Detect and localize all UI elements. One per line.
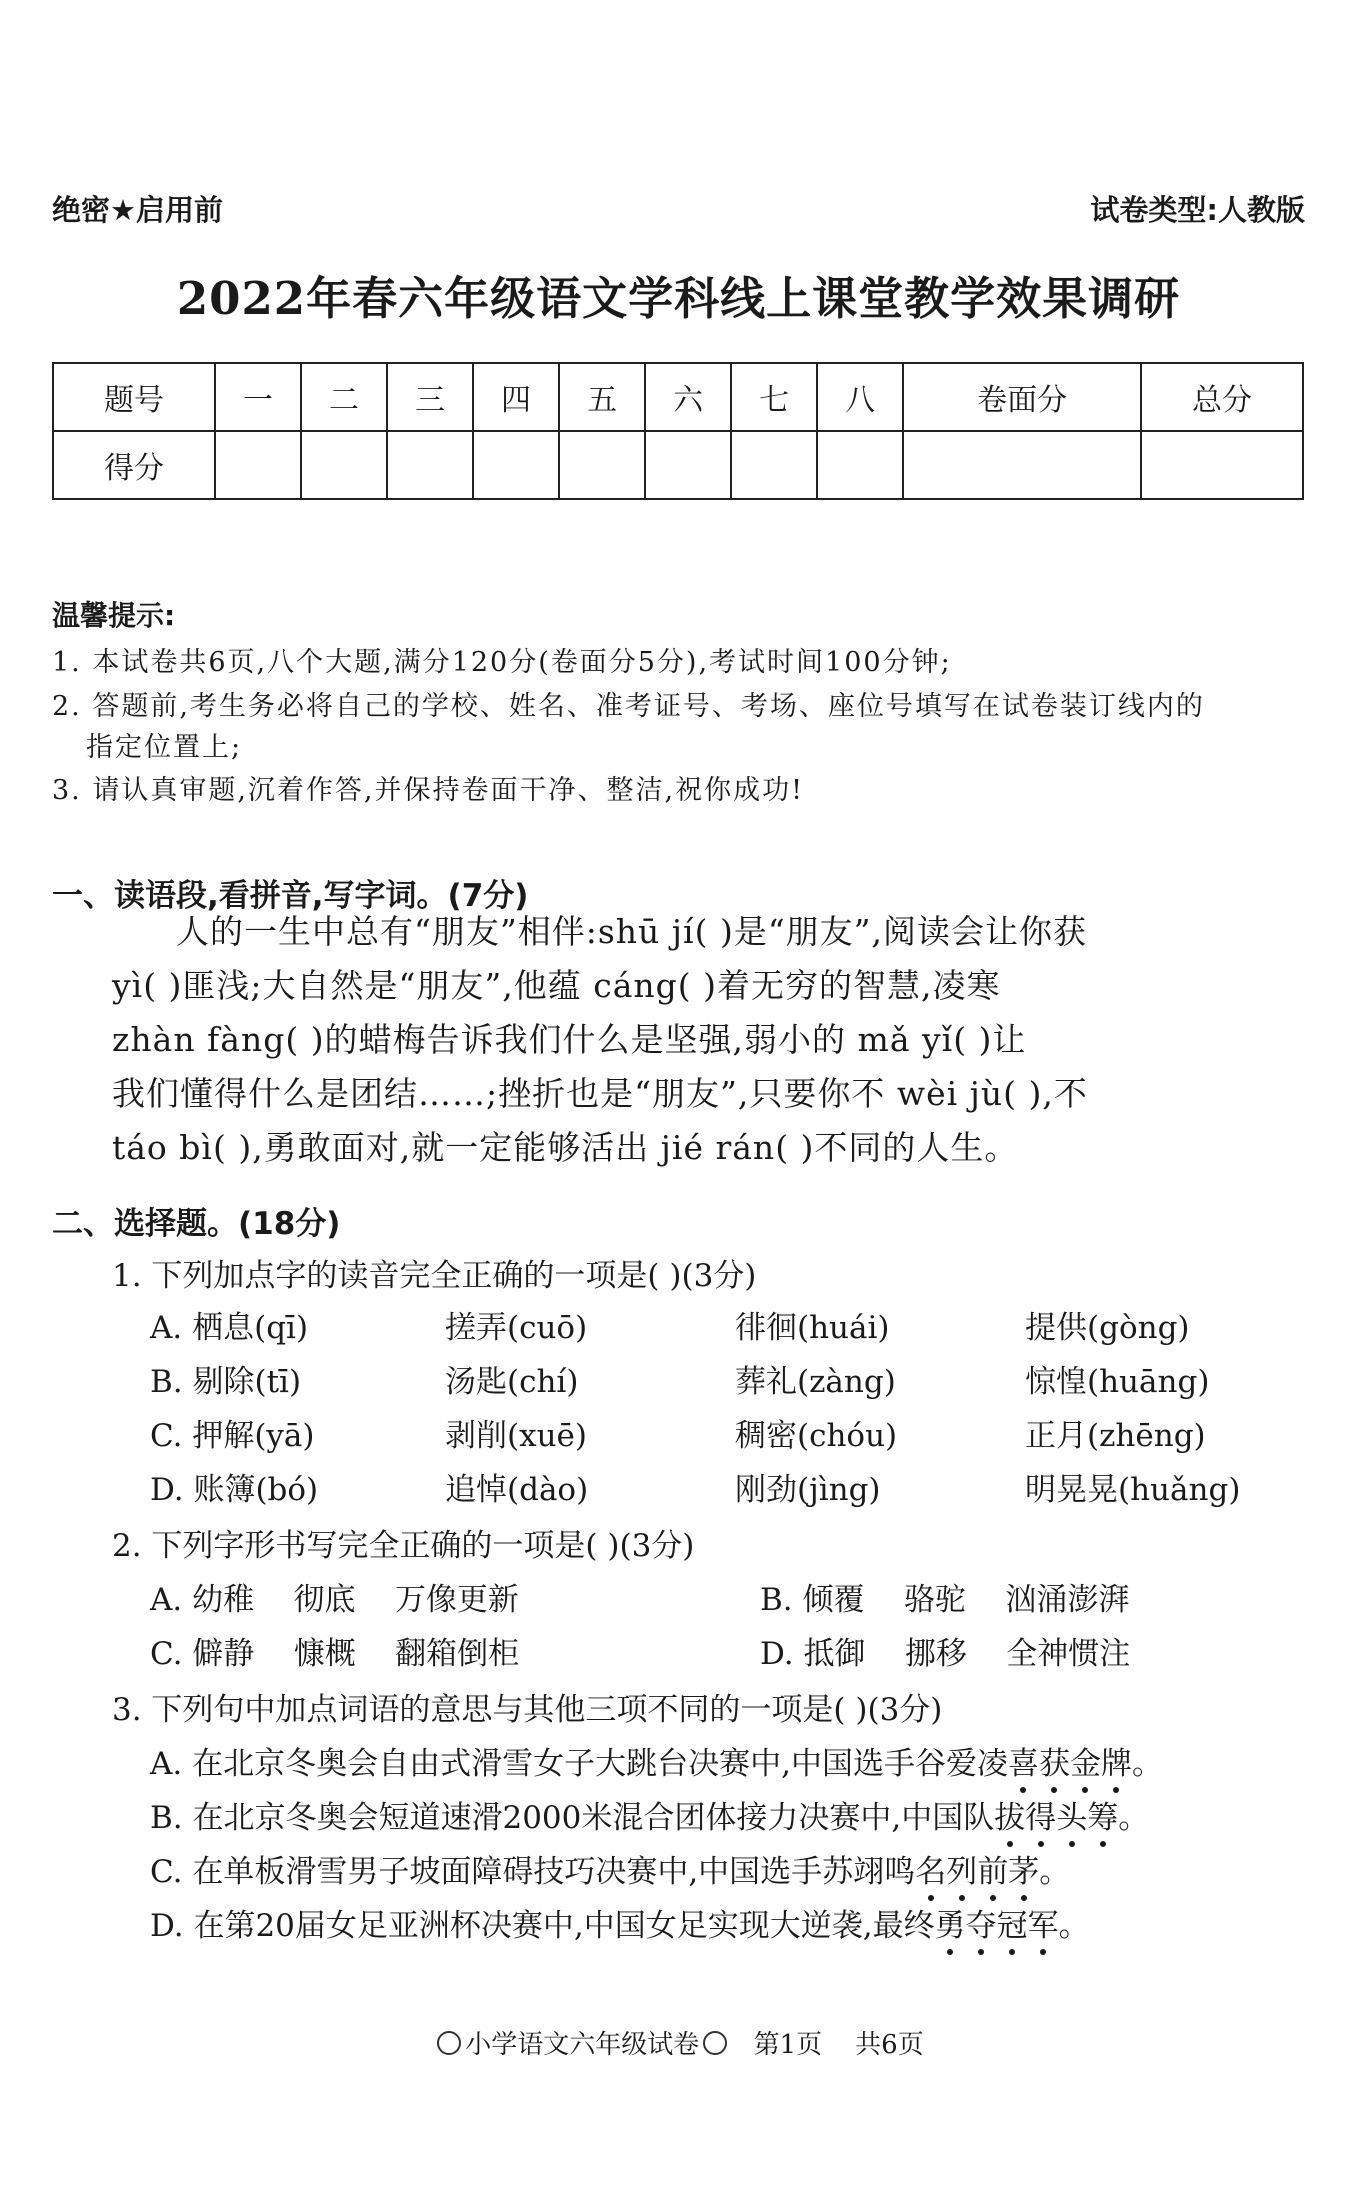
tip-3: 3. 请认真审题,沉着作答,并保持卷面干净、整洁,祝你成功! [52,775,804,806]
emphasis-dot-char: 筹 [1087,1792,1118,1837]
para-line: 我们懂得什么是团结……;挫折也是“朋友”,只要你不 wèi jù( ),不 [112,1074,1088,1113]
q1-option-c-1: C. 押解(yā) [150,1418,315,1454]
tip-2-continued: 指定位置上; [86,732,243,763]
score-blank[interactable] [731,431,817,499]
score-blank[interactable] [1141,431,1303,499]
q1-option-a-1: A. 栖息(qī) [150,1310,309,1346]
question-2-stem: 2. 下列字形书写完全正确的一项是( )(3分) [112,1528,695,1564]
score-blank[interactable] [473,431,559,499]
ornament-icon [703,2031,727,2055]
q1-option-b-3: 葬礼(zàng) [735,1364,896,1400]
ornament-icon [437,2031,461,2055]
confidential-label: 绝密★启用前 [52,193,223,227]
score-cell: 八 [817,363,903,431]
score-cell: 题号 [53,363,215,431]
q1-option-a-3: 徘徊(huái) [735,1310,890,1346]
score-blank[interactable] [645,431,731,499]
score-cell: 卷面分 [903,363,1141,431]
q1-option-b-4: 惊惶(huāng) [1025,1364,1210,1400]
emphasis-dot-char: 列 [946,1846,977,1891]
q1-option-c-4: 正月(zhēng) [1025,1418,1206,1454]
q2-option-a: A. 幼稚 彻底 万像更新 [150,1582,519,1618]
emphasis-dot-char: 夺 [966,1900,997,1945]
q3-d-dotted-word [935,1908,1059,1944]
q3-c-end: 。 [1039,1854,1071,1890]
score-cell: 六 [645,363,731,431]
score-cell: 总分 [1141,363,1303,431]
q3-a-text: A. 在北京冬奥会自由式滑雪女子大跳台决赛中,中国选手谷爱凌 [150,1746,1008,1782]
score-cell: 五 [559,363,645,431]
q2-option-d: D. 抵御 挪移 全神惯注 [760,1636,1131,1672]
score-cell: 一 [215,363,301,431]
emphasis-dot-char: 茅 [1008,1846,1039,1891]
emphasis-dot-char: 得 [1025,1792,1056,1837]
question-3-stem: 3. 下列句中加点词语的意思与其他三项不同的一项是( )(3分) [112,1692,943,1728]
score-blank[interactable] [559,431,645,499]
section-1-title: 一、读语段,看拼音,写字词。(7分) [52,878,529,914]
emphasis-dot-char: 牌 [1101,1738,1132,1783]
emphasis-dot-char: 勇 [935,1900,966,1945]
score-cell: 七 [731,363,817,431]
emphasis-dot-char: 头 [1056,1792,1087,1837]
q1-option-a-4: 提供(gòng) [1025,1310,1190,1346]
score-blank[interactable] [817,431,903,499]
score-blank[interactable] [215,431,301,499]
emphasis-dot-char: 前 [977,1846,1008,1891]
q3-b-dotted-word [994,1800,1118,1836]
score-table [52,362,1304,500]
q3-d-end: 。 [1058,1908,1090,1944]
q3-c-text: C. 在单板滑雪男子坡面障碍技巧决赛中,中国选手苏翊鸣 [150,1854,916,1890]
score-table-score-row [53,431,1303,499]
score-cell: 四 [473,363,559,431]
section-1-paragraph [112,905,1302,1175]
emphasis-dot-char: 名 [915,1846,946,1891]
emphasis-dot-char: 拔 [994,1792,1025,1837]
q1-option-d-4: 明晃晃(huǎng) [1025,1472,1241,1508]
score-cell: 三 [387,363,473,431]
emphasis-dot-char: 冠 [997,1900,1028,1945]
footer-page-number: 第1页 共6页 [753,2030,924,2060]
q1-option-d-1: D. 账簿(bó) [150,1472,319,1508]
tips-title: 温馨提示: [52,599,176,632]
q3-b-text: B. 在北京冬奥会短道速滑2000米混合团体接力决赛中,中国队 [150,1800,995,1836]
para-line: yì( )匪浅;大自然是“朋友”,他蕴 cáng( )着无穷的智慧,凌寒 [112,966,1001,1005]
para-line: zhàn fàng( )的蜡梅告诉我们什么是坚强,弱小的 mǎ yǐ( )让 [112,1020,1027,1059]
emphasis-dot-char: 军 [1028,1900,1059,1945]
q3-d-text: D. 在第20届女足亚洲杯决赛中,中国女足实现大逆袭,最终 [150,1908,935,1944]
q3-option-a [150,1738,1163,1783]
exam-type-label: 试卷类型:人教版 [1090,193,1305,227]
score-blank[interactable] [903,431,1141,499]
emphasis-dot-char: 获 [1039,1738,1070,1783]
section-2-title: 二、选择题。(18分) [52,1206,341,1242]
q3-c-dotted-word [915,1854,1039,1890]
para-line [112,905,1302,959]
score-row-label: 得分 [53,431,215,499]
score-cell: 二 [301,363,387,431]
q3-b-end: 。 [1118,1800,1150,1836]
q3-option-d [150,1900,1090,1945]
score-blank[interactable] [387,431,473,499]
q2-option-c: C. 僻静 慷概 翻箱倒柜 [150,1636,520,1672]
tip-1: 1. 本试卷共6页,八个大题,满分120分(卷面分5分),考试时间100分钟; [52,647,952,678]
q1-option-d-3: 刚劲(jìng) [735,1472,881,1508]
q3-option-c [150,1846,1070,1891]
q3-a-end: 。 [1131,1746,1163,1782]
emphasis-dot-char: 金 [1070,1738,1101,1783]
page-title: 2022年春六年级语文学科线上课堂教学效果调研 [176,272,1181,325]
emphasis-dot-char: 喜 [1008,1738,1039,1783]
q1-option-c-3: 稠密(chóu) [735,1418,898,1454]
q1-option-a-2: 搓弄(cuō) [445,1310,588,1346]
para-line-1: 人的一生中总有“朋友”相伴:shū jí( )是“朋友”,阅读会让你获 [176,912,1088,951]
page-footer [0,2024,1357,2061]
q1-option-b-1: B. 剔除(tī) [150,1364,302,1400]
q1-option-d-2: 追悼(dào) [445,1472,589,1508]
para-line: táo bì( ),勇敢面对,就一定能够活出 jié rán( )不同的人生。 [112,1128,1019,1167]
q1-option-b-2: 汤匙(chí) [445,1364,579,1400]
footer-title: 小学语文六年级试卷 [465,2030,700,2060]
q1-option-c-2: 剥削(xuē) [445,1418,587,1454]
q3-a-dotted-word [1008,1746,1132,1782]
q3-option-b [150,1792,1149,1837]
tip-2: 2. 答题前,考生务必将自己的学校、姓名、准考证号、考场、座位号填写在试卷装订线内的 [52,691,1205,722]
score-blank[interactable] [301,431,387,499]
question-1-stem: 1. 下列加点字的读音完全正确的一项是( )(3分) [112,1258,757,1294]
q2-option-b: B. 倾覆 骆驼 汹涌澎湃 [760,1582,1130,1618]
score-table-header-row [53,363,1303,431]
